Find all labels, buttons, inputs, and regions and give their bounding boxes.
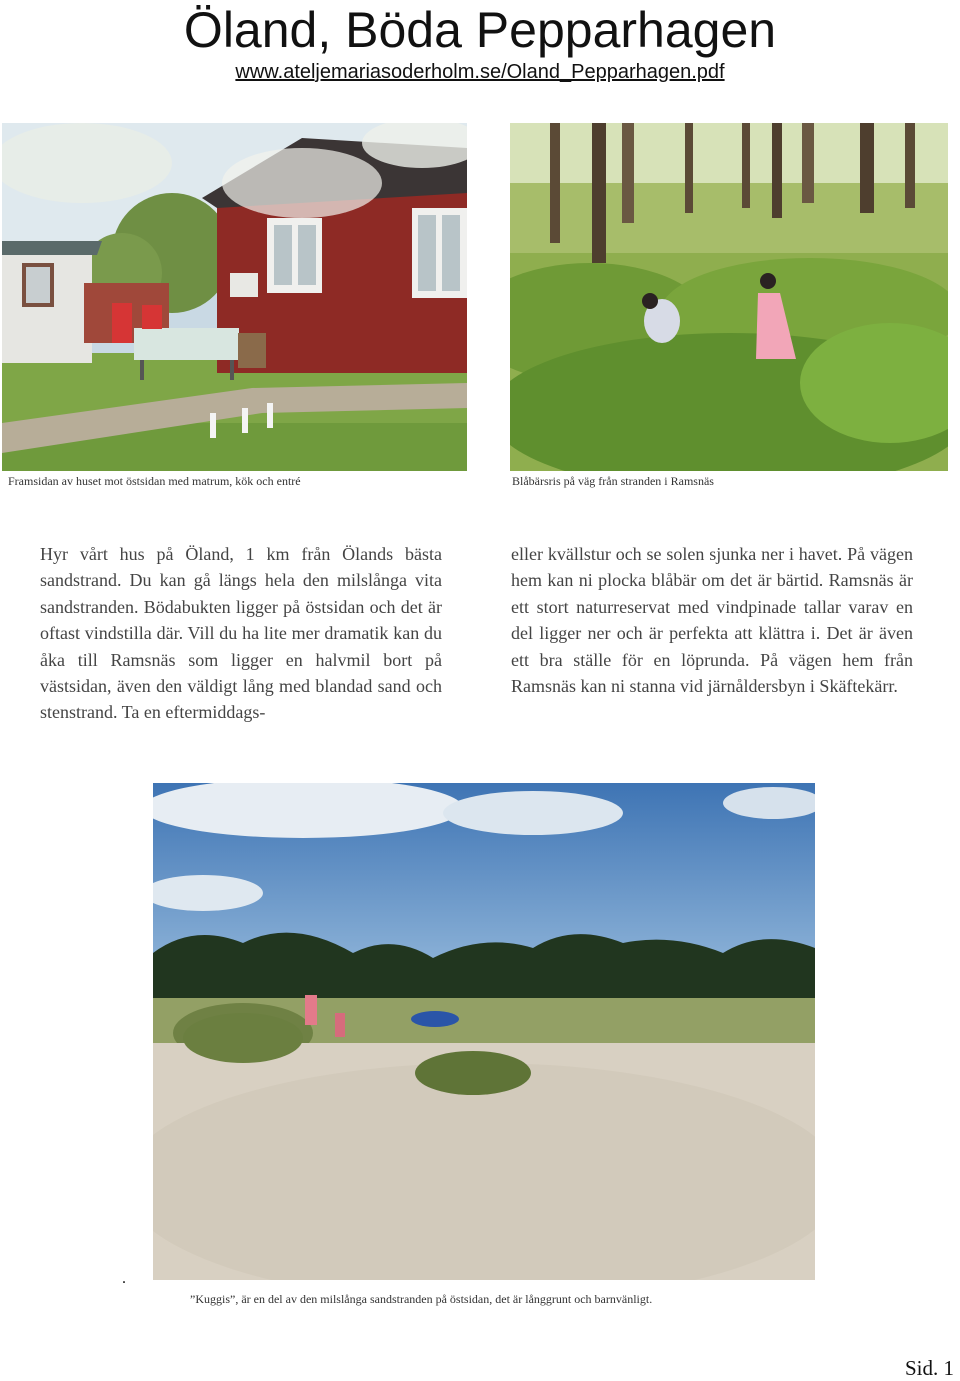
page-title: Öland, Böda Pepparhagen [183,2,777,58]
forest-photo-caption: Blåbärsris på väg från stranden i Ramsnäs [512,474,714,488]
document-url-link[interactable]: www.ateljemariasoderholm.se/Oland_Pepparhagen.pdf [235,61,725,83]
stray-dot: . [122,1270,126,1287]
house-photo-caption: Framsidan av huset mot östsidan med matrum, kök och entré [8,474,301,488]
beach-photo-caption: ”Kuggis”, är en del av den milslånga sandstranden på östsidan, det är långgrunt och barnvänligt. [190,1292,653,1306]
forest-photo [510,123,948,471]
body-text-column-left: Hyr vårt hus på Öland, 1 km från Ölands bästa sandstrand. Du kan gå längs hela den milslånga vita sandstranden. Bödabukten ligger på östsidan och det är oftast vindstilla där. Vill du ha lite mer dramatik kan du åka till Ramsnäs som ligger en halvmil bort på västsidan, även den väldigt lång med blandad sand och stenstrand. Ta en eftermiddags- [40,544,442,723]
body-text-column-right: eller kvällstur och se solen sjunka ner i havet. På vägen hem kan ni plocka blåbär om det är bärtid. Ramsnäs är ett stort naturreservat med vindpinade tallar varav en del ligger ner och är perfekta att klättra i. Det är även ett bra ställe för en löprunda. På vägen hem från Ramsnäs kan ni stanna vid järnåldersbyn i Skäftekärr. [511,544,913,697]
beach-photo [153,783,815,1280]
house-photo [2,123,467,471]
page-number: Sid. 1 [904,1356,954,1380]
